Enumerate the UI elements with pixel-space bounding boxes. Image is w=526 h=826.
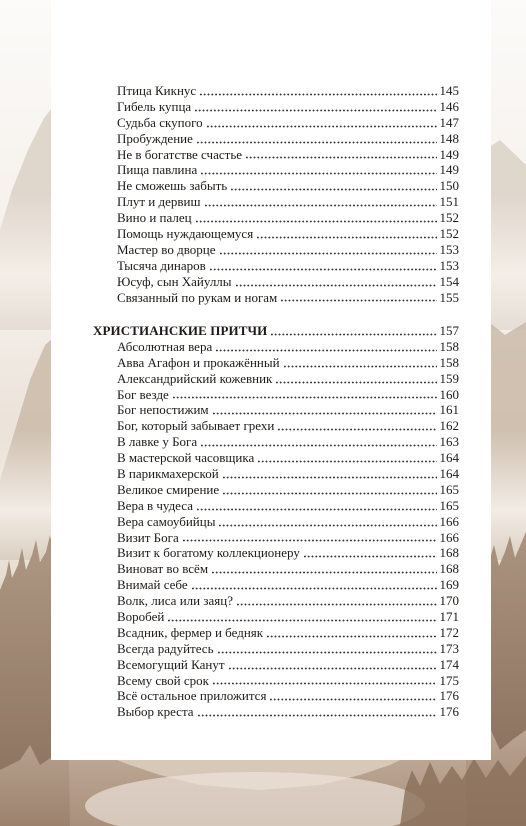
toc-entry xyxy=(93,609,459,625)
entry-title: Вино и палец xyxy=(117,210,192,226)
entry-title: Судьба скупого xyxy=(117,114,203,130)
entry-title: Воробей xyxy=(117,609,165,625)
entry-page-number: 147 xyxy=(439,114,459,130)
dot-leader xyxy=(257,460,436,463)
dot-leader xyxy=(275,381,436,384)
toc-entry xyxy=(93,482,459,498)
toc-entry xyxy=(93,577,459,593)
entry-title: Юсуф, сын Хайуллы xyxy=(117,273,232,289)
dot-leader xyxy=(167,619,436,622)
entry-title: Вера в чудеса xyxy=(117,497,193,513)
entry-page-number: 152 xyxy=(439,210,459,226)
dot-leader xyxy=(204,204,437,207)
entry-page-number: 161 xyxy=(439,402,459,418)
entry-page-number: 165 xyxy=(439,481,459,497)
dot-leader xyxy=(196,508,437,511)
toc-list-continued xyxy=(93,83,459,305)
toc-entry xyxy=(93,147,459,163)
entry-title: Всему свой срок xyxy=(117,672,209,688)
dot-leader xyxy=(222,492,436,495)
entry-title: Визит к богатому коллекционеру xyxy=(117,545,300,561)
entry-page-number: 158 xyxy=(439,354,459,370)
dot-leader xyxy=(270,333,436,336)
dot-leader xyxy=(277,428,436,431)
dot-leader xyxy=(191,587,437,590)
entry-title: Помощь нуждающемуся xyxy=(117,226,254,242)
entry-page-number: 149 xyxy=(439,162,459,178)
entry-title: Пища павлина xyxy=(117,162,198,178)
dot-leader xyxy=(228,667,437,670)
entry-page-number: 159 xyxy=(439,370,459,386)
dot-leader xyxy=(218,524,436,527)
entry-title: В лавке у Бога xyxy=(117,434,198,450)
toc-entry xyxy=(93,210,459,226)
entry-page-number: 153 xyxy=(439,257,459,273)
entry-page-number: 148 xyxy=(439,130,459,146)
dot-leader xyxy=(236,603,437,606)
dot-leader xyxy=(194,109,436,112)
section-heading: ХРИСТИАНСКИЕ ПРИТЧИ xyxy=(93,323,268,338)
toc-entry xyxy=(93,688,459,704)
toc-entry xyxy=(93,162,459,178)
toc-entry xyxy=(93,625,459,641)
toc-entry xyxy=(93,131,459,147)
entry-page-number: 164 xyxy=(439,466,459,482)
entry-title: Птица Кикнус xyxy=(117,83,197,98)
entry-title: Выбор креста xyxy=(117,704,194,720)
entry-title: Вера самоубийцы xyxy=(117,513,216,529)
dot-leader xyxy=(200,172,436,175)
toc-entry xyxy=(93,673,459,689)
entry-page-number: 172 xyxy=(439,624,459,640)
toc-entry xyxy=(93,641,459,657)
dot-leader xyxy=(269,698,436,701)
entry-page-number: 175 xyxy=(439,672,459,688)
dot-leader xyxy=(303,555,437,558)
toc-entry xyxy=(93,434,459,450)
entry-title: Пробуждение xyxy=(117,130,193,146)
dot-leader xyxy=(196,141,437,144)
dot-leader xyxy=(197,714,437,717)
entry-page-number: 171 xyxy=(439,609,459,625)
entry-title: Бог, который забывает грехи xyxy=(117,418,275,434)
dot-leader xyxy=(222,476,437,479)
toc-entry xyxy=(93,274,459,290)
entry-title: Александрийский кожевник xyxy=(117,370,273,386)
toc-entry xyxy=(93,514,459,530)
toc-entry xyxy=(93,242,459,258)
toc-entry xyxy=(93,339,459,355)
dot-leader xyxy=(219,252,437,255)
toc-entry xyxy=(93,226,459,242)
dot-leader xyxy=(211,571,436,574)
entry-title: Связанный по рукам и ногам xyxy=(117,289,278,305)
entry-title: Не сможешь забыть xyxy=(117,178,228,194)
dot-leader xyxy=(209,268,437,271)
entry-page-number: 165 xyxy=(439,497,459,513)
entry-page-number: 173 xyxy=(439,640,459,656)
toc-entry xyxy=(93,83,459,99)
toc-section-christian-parables xyxy=(93,323,459,720)
entry-title: Всё остальное приложится xyxy=(117,688,267,704)
entry-page-number: 153 xyxy=(439,241,459,257)
toc-entry xyxy=(93,418,459,434)
dot-leader xyxy=(212,412,437,415)
toc-entry xyxy=(93,450,459,466)
dot-leader xyxy=(217,651,437,654)
toc-entry xyxy=(93,115,459,131)
entry-title: Волк, лиса или заяц? xyxy=(117,593,233,609)
entry-title: Авва Агафон и прокажённый xyxy=(117,354,280,370)
entry-page-number: 160 xyxy=(439,386,459,402)
entry-title: Гибель купца xyxy=(117,98,192,114)
entry-page-number: 162 xyxy=(439,418,459,434)
entry-page-number: 154 xyxy=(439,273,459,289)
entry-title: Не в богатстве счастье xyxy=(117,146,243,162)
dot-leader xyxy=(215,349,436,352)
entry-page-number: 168 xyxy=(439,561,459,577)
entry-title: Абсолютная вера xyxy=(117,338,213,354)
toc-entry xyxy=(93,498,459,514)
toc-entry xyxy=(93,355,459,371)
entry-page-number: 152 xyxy=(439,226,459,242)
toc-entry xyxy=(93,258,459,274)
toc-entry xyxy=(93,545,459,561)
section-heading-row xyxy=(93,323,459,339)
toc-entry xyxy=(93,530,459,546)
toc-entry xyxy=(93,704,459,720)
entry-title: Виноват во всём xyxy=(117,561,209,577)
entry-title: Всадник, фермер и бедняк xyxy=(117,624,264,640)
toc-entry xyxy=(93,194,459,210)
entry-page-number: 158 xyxy=(439,338,459,354)
toc-entry xyxy=(93,561,459,577)
entry-page-number: 164 xyxy=(439,450,459,466)
entry-title: В парикмахерской xyxy=(117,466,219,482)
toc-entry xyxy=(93,290,459,306)
entry-page-number: 166 xyxy=(439,513,459,529)
entry-page-number: 176 xyxy=(439,704,459,720)
entry-page-number: 166 xyxy=(439,529,459,545)
dot-leader xyxy=(199,93,436,96)
dot-leader xyxy=(230,188,436,191)
entry-title: Визит Бога xyxy=(117,529,179,545)
entry-page-number: 169 xyxy=(439,577,459,593)
dot-leader xyxy=(280,299,436,302)
dot-leader xyxy=(235,284,437,287)
entry-page-number: 145 xyxy=(439,83,459,98)
entry-title: Бог непостижим xyxy=(117,402,209,418)
entry-title: В мастерской часовщика xyxy=(117,450,255,466)
toc-entry xyxy=(93,371,459,387)
dot-leader xyxy=(200,444,436,447)
entry-page-number: 174 xyxy=(439,656,459,672)
entry-page-number: 176 xyxy=(439,688,459,704)
toc-entry xyxy=(93,402,459,418)
entry-page-number: 149 xyxy=(439,146,459,162)
dot-leader xyxy=(283,365,437,368)
entry-title: Всегда радуйтесь xyxy=(117,640,214,656)
dot-leader xyxy=(206,125,437,128)
toc-entry xyxy=(93,657,459,673)
dot-leader xyxy=(195,220,437,223)
entry-title: Бог везде xyxy=(117,386,169,402)
dot-leader xyxy=(266,635,436,638)
entry-title: Всемогущий Канут xyxy=(117,656,225,672)
toc-entry xyxy=(93,593,459,609)
dot-leader xyxy=(172,396,437,399)
entry-page-number: 150 xyxy=(439,178,459,194)
entry-title: Внимай себе xyxy=(117,577,188,593)
toc-entry xyxy=(93,387,459,403)
dot-leader xyxy=(256,236,436,239)
toc-entry xyxy=(93,99,459,115)
entry-page-number: 168 xyxy=(439,545,459,561)
entry-page-number: 151 xyxy=(439,194,459,210)
section-entries xyxy=(93,339,459,720)
entry-title: Мастер во дворце xyxy=(117,241,216,257)
dot-leader xyxy=(212,682,437,685)
entry-page-number: 163 xyxy=(439,434,459,450)
entry-title: Великое смирение xyxy=(117,481,220,497)
dot-leader xyxy=(182,539,437,542)
entry-title: Плут и дервиш xyxy=(117,194,201,210)
dot-leader xyxy=(245,156,436,159)
section-page-number: 157 xyxy=(439,323,459,338)
toc-entry xyxy=(93,178,459,194)
toc-entry xyxy=(93,466,459,482)
entry-page-number: 170 xyxy=(439,593,459,609)
entry-page-number: 146 xyxy=(439,98,459,114)
entry-title: Тысяча динаров xyxy=(117,257,206,273)
entry-page-number: 155 xyxy=(439,289,459,305)
